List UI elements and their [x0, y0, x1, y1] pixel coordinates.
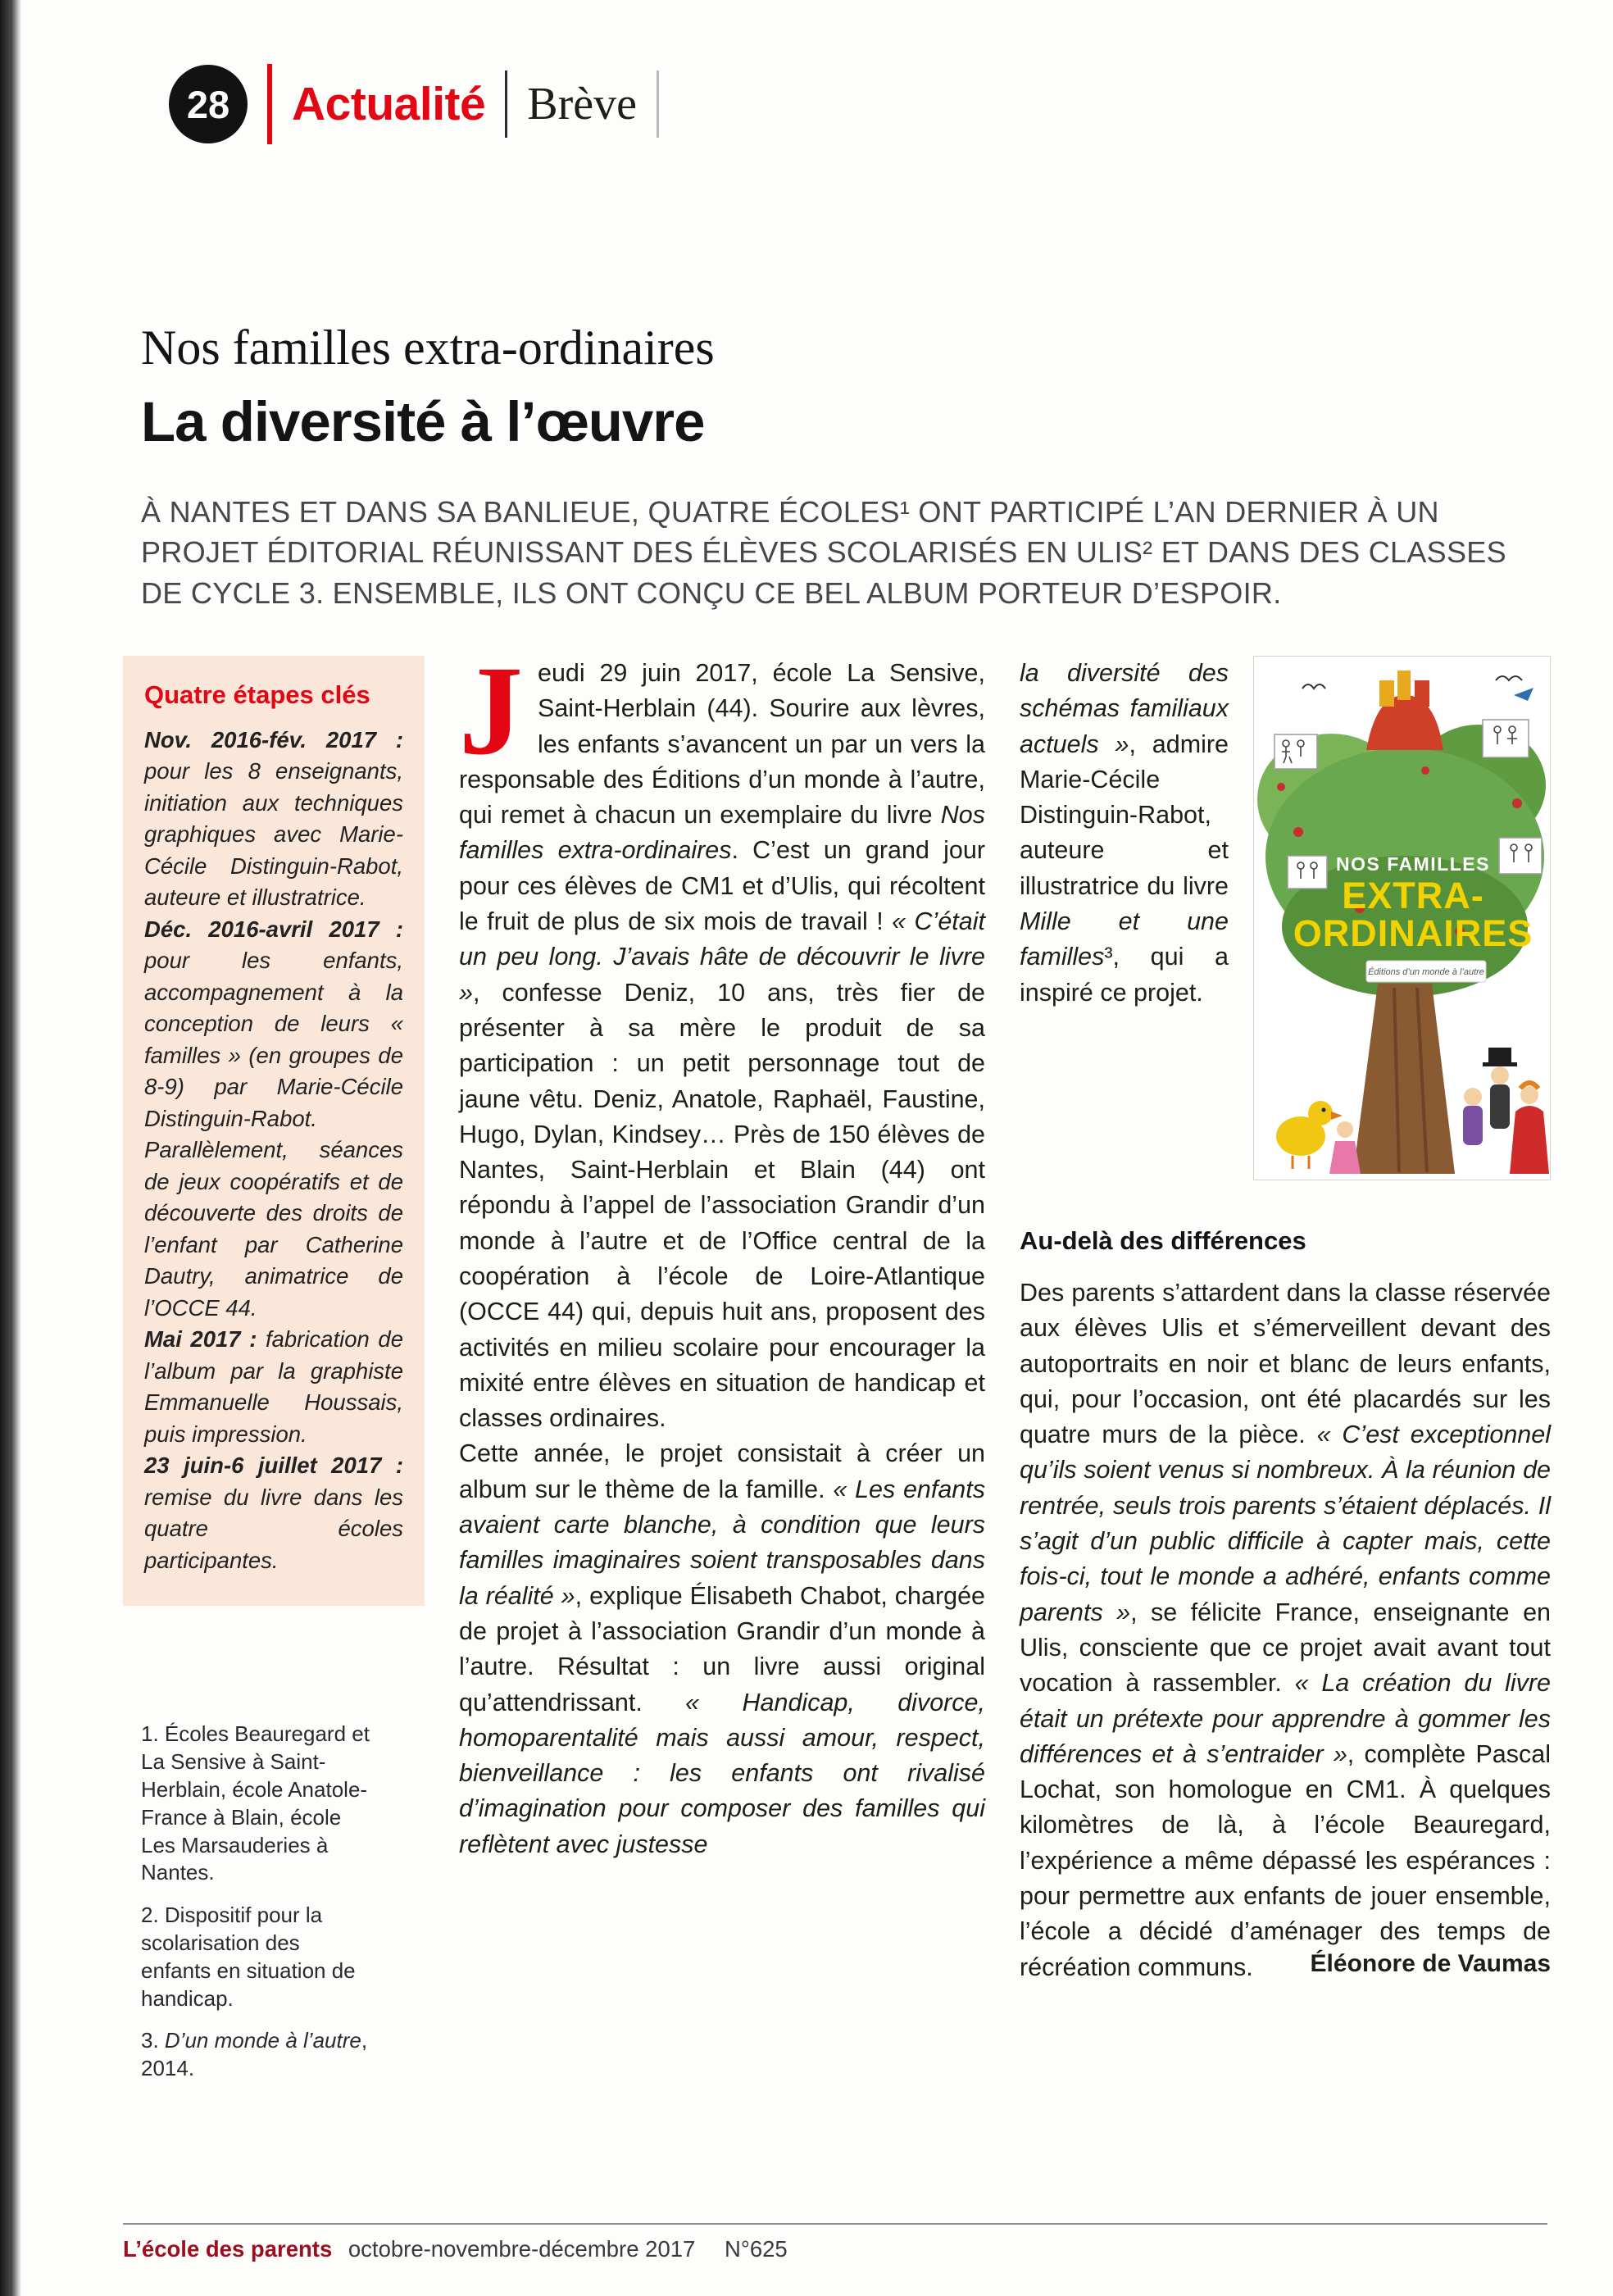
- drop-cap: J: [459, 639, 523, 781]
- page-number-badge: 28: [169, 65, 248, 143]
- footer-issue-number: N°625: [724, 2236, 788, 2262]
- key-step-entry: Mai 2017 : fabrication de l’album par la graphiste Emmanuelle Houssais, puis impression.: [144, 1326, 403, 1447]
- section-label: Actualité: [292, 78, 486, 130]
- cover-publisher: Éditions d’un monde à l’autre: [1368, 966, 1484, 977]
- book-cover: [1253, 656, 1551, 1180]
- article-columns: [123, 639, 1552, 2098]
- right-column-top: [1020, 656, 1551, 1180]
- paragraph-text: eudi 29 juin 2017, école La Sensive, Saint-Herblain (44). Sourire aux lèvres, les enfants s’avancent un par un vers la responsable des Éditions d’un monde à l’autre, qui remet à chacun un exemplaire du livre Nos familles extra-ordinaires. C’est un grand jour pour ces élèves de CM1 et d’Ulis, qui récoltent le fruit de plus de six mois de travail ! « C’était un peu long. J’avais hâte de découvrir le livre », confesse Deniz, 10 ans, très fier de présenter à sa mère le produit de sa participation : un petit personnage tout de jaune vêtu. Deniz, Anatole, Raphaël, Faustine, Hugo, Dylan, Kindsey… Près de 150 élèves de Nantes, Saint-Herblain et Blain (44) ont répondu à l’appel de l’association Grandir d’un monde à l’autre et de l’Office central de la coopération à l’école de Loire-Atlantique (OCCE 44) qui, depuis huit ans, proposent des activités en milieu scolaire pour encourager la mixité entre élèves en situation de handicap et classes ordinaires.: [459, 658, 985, 1433]
- article-column-1: [459, 639, 985, 1862]
- article-kicker: Nos familles extra-ordinaires: [141, 321, 715, 375]
- footnote-1: 1. Écoles Beauregard et La Sensive à Saint-Herblain, école Anatole-France à Blain, école Les Marsauderies à Nantes.: [141, 1721, 370, 1885]
- footnote-2: 2. Dispositif pour la scolarisation des enfants en situation de handicap.: [141, 1903, 356, 2011]
- left-column: [123, 656, 425, 2098]
- cover-title-line2: EXTRA-: [1342, 874, 1484, 916]
- key-steps-title: Quatre étapes clés: [144, 680, 370, 709]
- subsection-label: Brève: [527, 79, 637, 130]
- article-lede: À NANTES ET DANS SA BANLIEUE, QUATRE ÉCOLES¹ ONT PARTICIPÉ L’AN DERNIER À UN PROJET ÉDITORIAL RÉUNISSANT DES ÉLÈVES SCOLARISÉS EN ULIS² ET DANS DES CLASSES DE CYCLE 3. ENSEMBLE, ILS ONT CONÇU CE BEL ALBUM PORTEUR D’ESPOIR.: [141, 495, 1506, 610]
- title-block: [141, 320, 1534, 613]
- scan-edge: [0, 0, 21, 2296]
- header-divider-red: [267, 64, 272, 144]
- header-divider-dark: [505, 70, 507, 138]
- cover-title-line1: NOS FAMILLES: [1336, 852, 1490, 875]
- key-steps-box: [123, 656, 425, 1607]
- article-paragraph: Des parents s’attardent dans la classe réservée aux élèves Ulis et s’émerveillent devant des autoportraits en noir et blanc de leurs enfants, qui, pour l’occasion, ont été placardés sur les quatre murs de la pièce. « C’est exceptionnel qu’ils soient venus si nombreux. À la réunion de rentrée, seuls trois parents s’étaient déplacés. Il s’agit d’un public difficile à capter mais, cette fois-ci, tout le monde a adhéré, enfants comme parents », se félicite France, enseignante en Ulis, consciente que ce projet avait avant tout vocation à rassembler. « La création du livre était un prétexte pour apprendre à gommer les différences et à s’entraider », complète Pascal Lochat, son homologue en CM1. À quelques kilomètres de là, à l’école Beauregard, l’expérience a même dépassé les espérances : pour permettre aux enfants de jouer ensemble, l’école a décidé d’aménager des temps de récréation communs.: [1020, 1278, 1552, 1981]
- article-column-2: [1020, 656, 1552, 1981]
- footnotes: [123, 1721, 425, 2083]
- article-paragraph: [459, 639, 985, 1437]
- page-footer: [123, 2223, 1547, 2262]
- key-step-entry: Nov. 2016-fév. 2017 : pour les 8 enseignants, initiation aux techniques graphiques avec Marie-Cécile Distinguin-Rabot, auteure et illustratrice.: [144, 726, 403, 911]
- footer-brand: L’école des parents: [123, 2236, 333, 2262]
- cover-title-line3: ORDINAIRES: [1293, 912, 1533, 954]
- article-paragraph: Cette année, le projet consistait à créer un album sur le thème de la famille. « Les enfants avaient carte blanche, à condition que leurs familles imaginaires soient transposables dans la réalité », explique Élisabeth Chabot, chargée de projet à l’association Grandir d’un monde à l’autre. Résultat : un livre aussi original qu’attendrissant. « Handicap, divorce, homoparentalité mais aussi amour, respect, bienveillance : les enfants ont rivalisé d’imagination pour composer des familles qui reflètent avec justesse: [459, 1439, 985, 1858]
- purple-figure: [1463, 1088, 1483, 1145]
- footnote-3: 3. D’un monde à l’autre, 2014.: [141, 2028, 368, 2081]
- key-step-entry: 23 juin-6 juillet 2017 : remise du livre dans les quatre écoles participantes.: [144, 1453, 403, 1573]
- article-title: La diversité à l’œuvre: [141, 390, 705, 453]
- page-header: [0, 0, 1613, 144]
- book-cover-illustration: [1253, 656, 1551, 1180]
- byline: Éléonore de Vaumas: [1310, 1949, 1551, 1977]
- section-subhead: Au-delà des différences: [1020, 1225, 1306, 1255]
- key-step-entry: Déc. 2016-avril 2017 : pour les enfants, accompagnement à la conception de leurs « familles » (en groupes de 8-9) par Marie-Cécile Distinguin-Rabot. Parallèlement, séances de jeux coopératifs et de découverte des droits de l’enfant par Catherine Dautry, animatrice de l’OCCE 44.: [144, 916, 403, 1321]
- header-divider-gray: [657, 70, 659, 138]
- article-paragraph: la diversité des schémas familiaux actuels », admire Marie-Cécile Distinguin-Rabot, auteure et illustratrice du livre Mille et une familles³, qui a inspiré ce projet.: [1020, 658, 1229, 1007]
- footer-issue-date: octobre-novembre-décembre 2017: [348, 2236, 696, 2262]
